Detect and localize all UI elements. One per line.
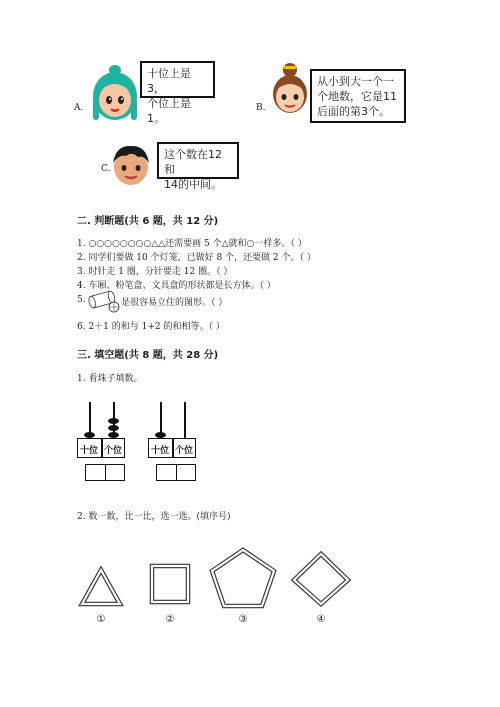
section-2-title: 二. 判断题(共 6 题，共 12 分) (77, 216, 219, 227)
girl-teal-hair-icon (90, 64, 140, 126)
girl-bun-hair-icon (270, 62, 310, 118)
option-c-label: C. (101, 164, 111, 174)
shape-1-number: ① (96, 614, 106, 625)
abacus-1-tens-label: 十位 (79, 446, 98, 456)
judge-item-4: 4. 车厢、粉笔盒、文具盒的形状都是长方体。（ ） (77, 281, 276, 291)
abacus-2 (148, 402, 200, 484)
speech-bubble-c (157, 142, 239, 191)
section-3-title: 三. 填空题(共 8 题，共 28 分) (77, 350, 219, 361)
bubble-c-line-2: 14的中间。 (164, 178, 222, 191)
fill-question-2: 2. 数一数，比一比，选一选。(填序号) (77, 512, 231, 522)
boy-dark-hair-icon (110, 143, 152, 187)
matchstick-diamond-icon (290, 550, 352, 608)
matchstick-square-icon (148, 562, 192, 606)
bubble-a-line-1: 十位上是3， (147, 67, 191, 95)
abacus-1-answer-box[interactable] (85, 464, 125, 481)
speech-bubble-a (140, 61, 215, 125)
abacus-2-frame (148, 438, 196, 458)
abacus-2-answer-box[interactable] (156, 464, 196, 481)
abacus-1-ones-bead (108, 418, 119, 424)
bubble-b-line-2: 个地数，它是11 (317, 90, 397, 103)
shape-2-number: ② (165, 614, 175, 625)
judge-item-1: 1. ○○○○○○○○△△还需要画 5 个△就和○一样多。（ ） (77, 239, 307, 249)
matchstick-pentagon-icon (208, 546, 278, 610)
judge-item-5-number: 5. (77, 295, 86, 305)
option-b-label: B. (256, 103, 266, 113)
judge-item-6: 6. 2＋1 的和与 1+2 的和相等。（ ） (77, 322, 225, 332)
abacus-1-frame (77, 438, 125, 458)
abacus-1-ones-label: 个位 (103, 446, 122, 456)
bubble-a-line-2: 个位上是1。 (147, 97, 191, 125)
judge-item-5: 是很容易立住的图形。（ ） (121, 298, 228, 308)
fill-question-1: 1. 看珠子填数。 (77, 374, 143, 384)
shape-4-number: ④ (316, 614, 326, 625)
matchstick-triangle-icon (78, 566, 124, 608)
option-a-label: A. (74, 103, 84, 113)
bubble-b-line-3: 后面的第3个。 (317, 105, 390, 118)
judge-item-3: 3. 时针走 1 圈，分针要走 12 圈。（ ） (77, 267, 233, 277)
bubble-c-line-1: 这个数在12和 (164, 148, 222, 176)
abacus-1-ones-bead (108, 425, 119, 431)
bubble-b-line-1: 从小到大一个一 (317, 75, 394, 88)
speech-bubble-b (310, 69, 406, 123)
judge-item-2: 2. 同学们要做 10 个灯笼，已做好 8 个，还要做 2 个。（ ） (77, 253, 316, 263)
abacus-2-ones-label: 个位 (174, 446, 193, 456)
abacus-1 (77, 402, 129, 484)
shape-3-number: ③ (238, 614, 248, 625)
abacus-2-tens-label: 十位 (150, 446, 169, 456)
cylinder-icon (86, 287, 122, 313)
